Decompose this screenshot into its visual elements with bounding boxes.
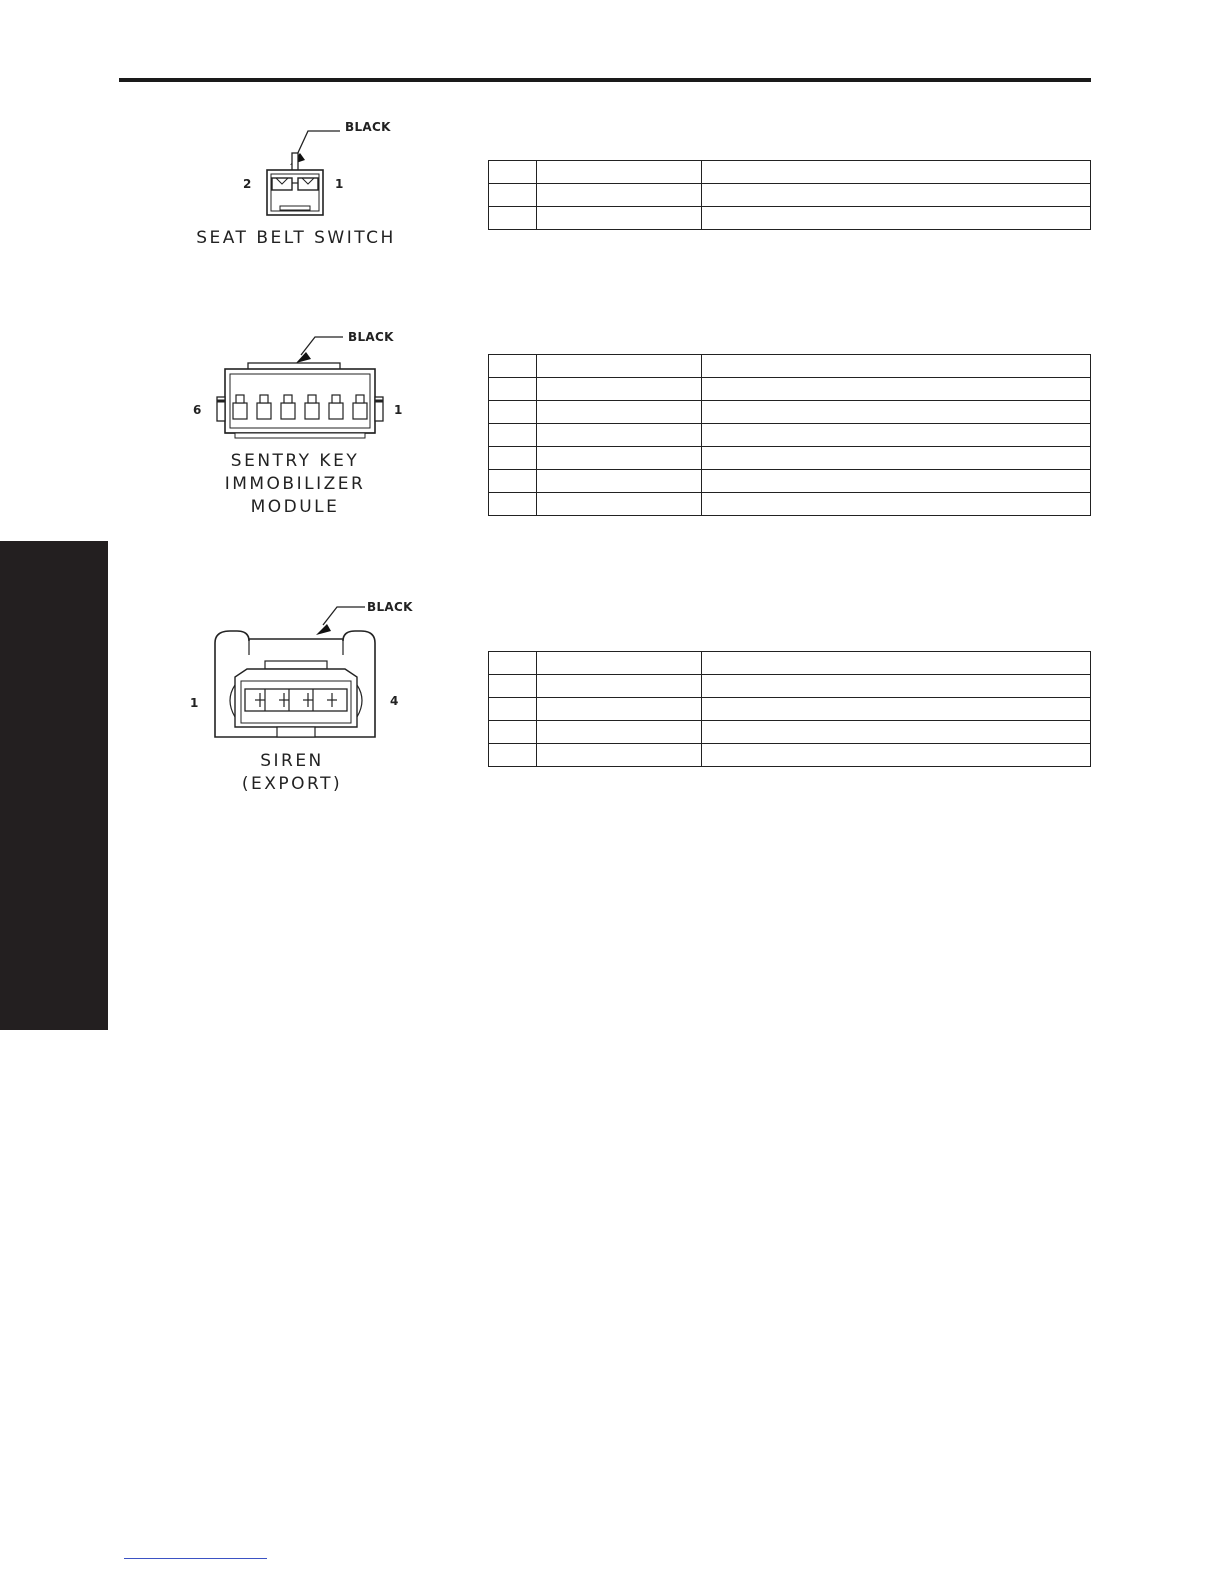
seat-belt-switch-pin-left: 2	[243, 177, 252, 191]
siren-export-connector	[185, 595, 425, 805]
sentry-key-pin-right: 1	[394, 403, 403, 417]
table-row	[489, 470, 1091, 493]
seat-belt-switch-color-label: BLACK	[345, 120, 391, 134]
table-row	[489, 355, 1091, 378]
sentry-key-title: SENTRY KEY IMMOBILIZER MODULE	[224, 451, 366, 517]
section-side-tab	[0, 541, 108, 1030]
siren-pin-right: 4	[390, 694, 399, 708]
seat-belt-switch-connector	[190, 115, 420, 255]
table-row	[489, 721, 1091, 744]
header-rule	[119, 78, 1091, 82]
table-row	[489, 207, 1091, 230]
table-row	[489, 675, 1091, 698]
table-row	[489, 161, 1091, 184]
siren-title: SIREN (EXPORT)	[241, 751, 343, 794]
seat-belt-switch-title: SEAT BELT SWITCH	[196, 228, 396, 248]
sentry-key-pinout-table	[488, 354, 1091, 516]
table-row	[489, 424, 1091, 447]
sentry-key-pin-left: 6	[193, 403, 202, 417]
table-row	[489, 447, 1091, 470]
table-row	[489, 378, 1091, 401]
siren-pinout-table	[488, 651, 1091, 767]
seat-belt-switch-pinout-table	[488, 160, 1091, 230]
table-row	[489, 493, 1091, 516]
siren-pin-left: 1	[190, 696, 199, 710]
siren-color-label: BLACK	[367, 600, 413, 614]
sentry-key-color-label: BLACK	[348, 330, 394, 344]
table-row	[489, 652, 1091, 675]
table-row	[489, 184, 1091, 207]
sentry-key-immobilizer-connector	[185, 325, 425, 525]
table-row	[489, 744, 1091, 767]
seat-belt-switch-pin-right: 1	[335, 177, 344, 191]
table-row	[489, 698, 1091, 721]
footer-link-underline[interactable]	[124, 1558, 267, 1559]
table-row	[489, 401, 1091, 424]
